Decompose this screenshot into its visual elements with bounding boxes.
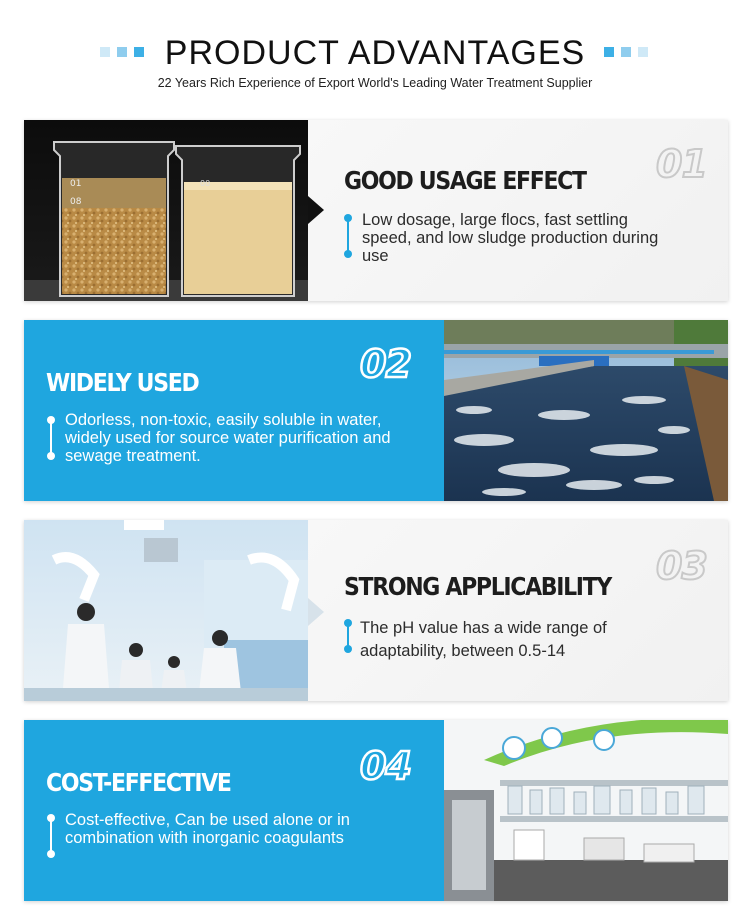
description-dot-top xyxy=(47,814,55,822)
description-line xyxy=(50,818,52,854)
page-title: PRODUCT ADVANTAGES xyxy=(164,34,586,72)
card-number: 03 xyxy=(656,544,707,588)
card-description: Cost-effective, Can be used alone or in combination with inorganic coagulants xyxy=(65,811,350,847)
photo-pointer-arrow xyxy=(308,196,324,224)
card-title: STRONG APPLICABILITY xyxy=(344,572,611,601)
description-dot-bottom xyxy=(344,250,352,258)
description-dot-bottom xyxy=(344,645,352,653)
card-title: COST-EFFECTIVE xyxy=(46,768,231,797)
page-subtitle: 22 Years Rich Experience of Export World's Leading Water Treatment Supplier xyxy=(157,76,593,90)
advantage-card-1 xyxy=(24,120,728,301)
card-description: Odorless, non-toxic, easily soluble in water, widely used for source water purification and sewage treatment. xyxy=(65,411,391,465)
description-line xyxy=(50,420,52,456)
card-number: 01 xyxy=(656,142,707,186)
lab-scientists-photo xyxy=(24,520,308,701)
description-dot-top xyxy=(344,619,352,627)
advantage-card-2 xyxy=(24,320,728,501)
card-title: GOOD USAGE EFFECT xyxy=(344,166,586,195)
card-number: 02 xyxy=(360,342,411,386)
description-line xyxy=(347,218,349,254)
laboratory-shelves-photo xyxy=(444,720,728,901)
beakers-photo xyxy=(24,120,308,301)
card-description: Low dosage, large flocs, fast settling speed, and low sludge production during use xyxy=(362,211,659,265)
svg-text:08: 08 xyxy=(70,197,82,207)
section-header xyxy=(0,0,750,110)
description-dot-bottom xyxy=(47,850,55,858)
svg-text:00: 00 xyxy=(200,179,211,188)
description-dot-top xyxy=(47,416,55,424)
photo-pointer-arrow xyxy=(430,798,444,822)
decorative-squares-right xyxy=(604,47,648,57)
sewage-basin-photo xyxy=(444,320,728,501)
card-description: The pH value has a wide range of adaptability, between 0.5-14 xyxy=(360,619,607,660)
card-number: 04 xyxy=(360,744,411,788)
description-dot-top xyxy=(344,214,352,222)
advantage-card-4 xyxy=(24,720,728,901)
photo-pointer-arrow xyxy=(308,598,324,626)
photo-pointer-arrow xyxy=(430,402,444,426)
card-title: WIDELY USED xyxy=(46,368,199,397)
description-dot-bottom xyxy=(47,452,55,460)
svg-text:01: 01 xyxy=(70,179,82,189)
advantage-card-3 xyxy=(24,520,728,701)
